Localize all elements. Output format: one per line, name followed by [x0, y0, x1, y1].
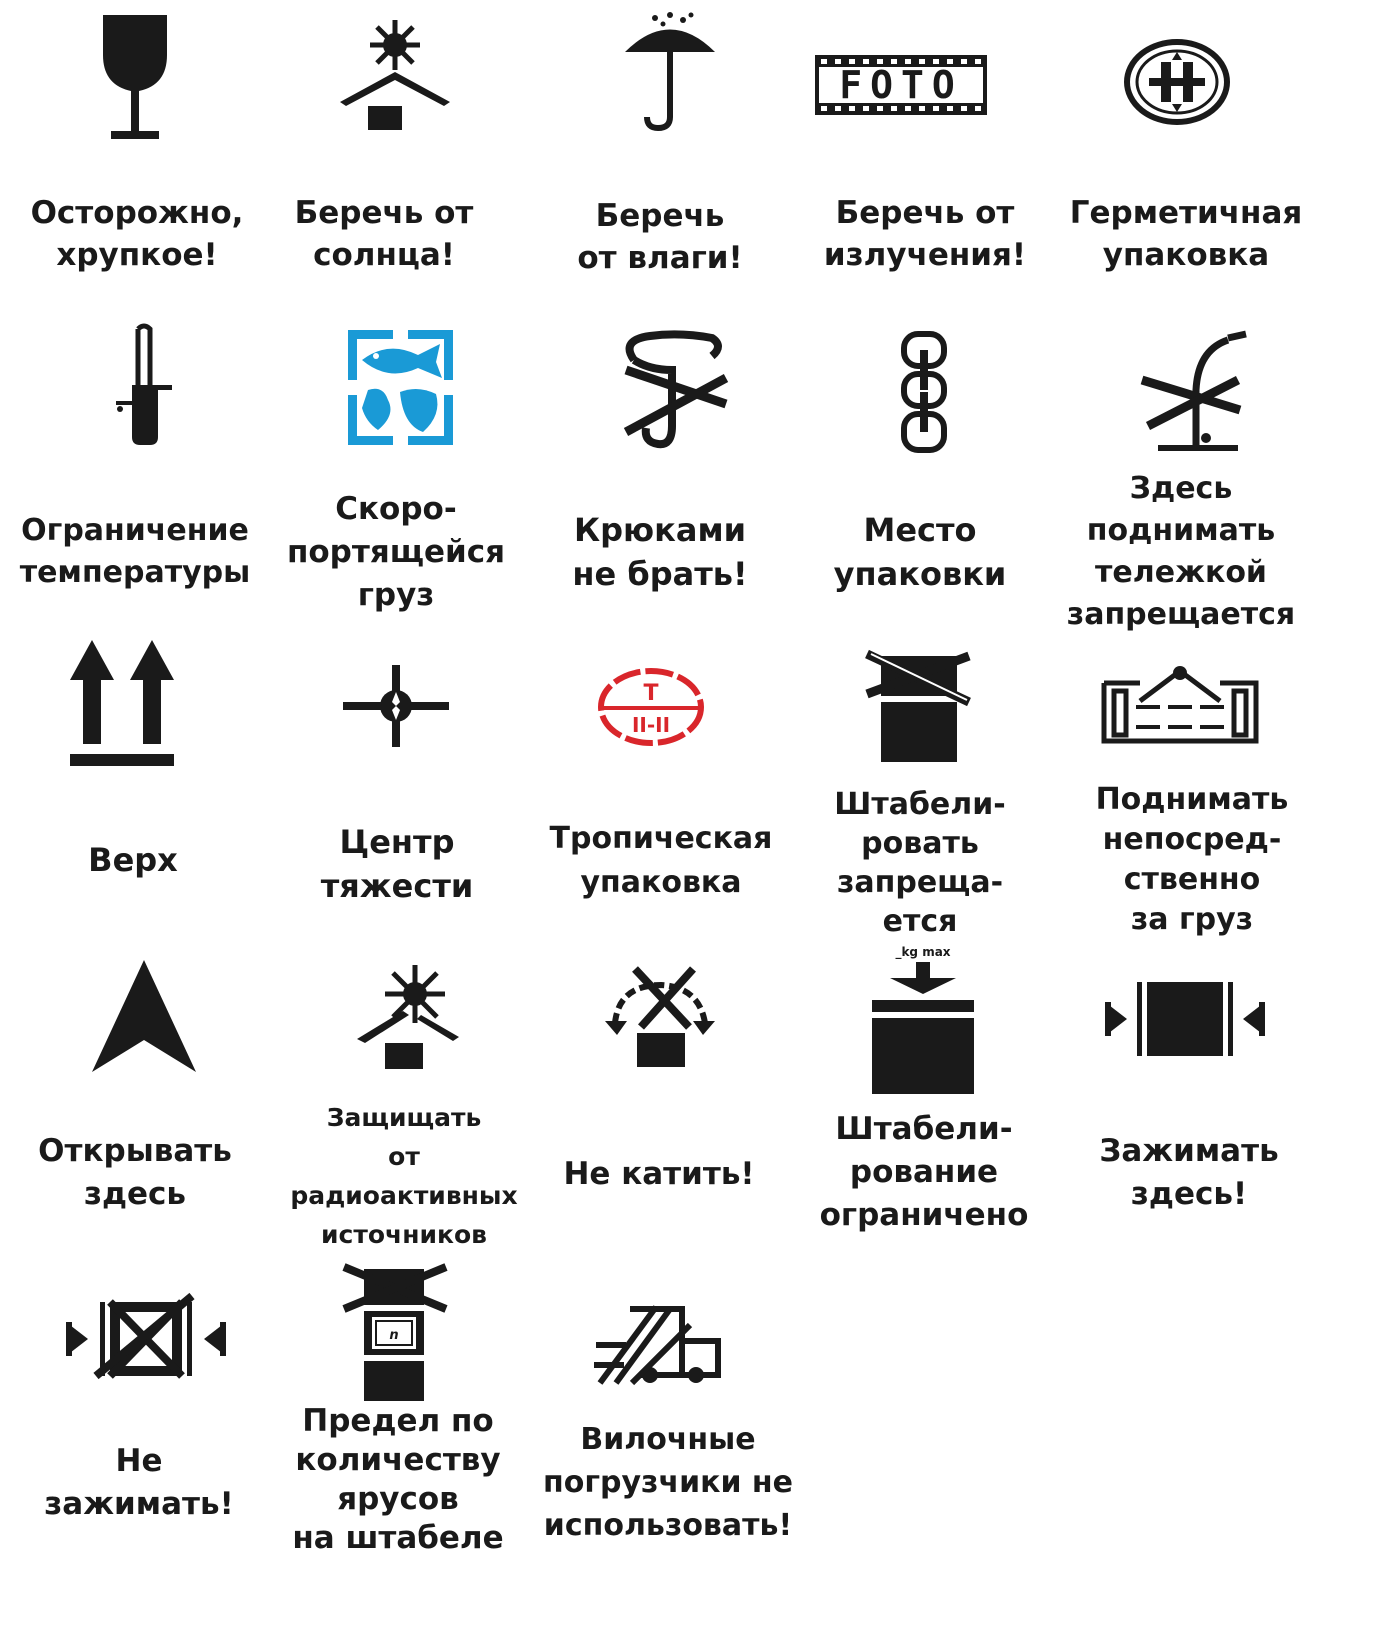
fragile-glass-icon — [95, 15, 175, 140]
label-tier-limit: Предел по количеству ярусов на штабеле — [292, 1403, 504, 1556]
perishable-fish-icon — [348, 330, 453, 445]
radioactive-protect-icon — [355, 965, 465, 1070]
no-hand-truck-icon — [1138, 330, 1248, 455]
tropical-package-icon — [598, 668, 704, 746]
label-center-of-gravity: Центр тяжести — [320, 823, 474, 905]
label-fragile: Осторожно, хрупкое! — [30, 195, 244, 273]
label-keep-from-radiation: Беречь от излучения! — [823, 195, 1027, 273]
label-no-hand-truck: Здесь поднимать тележкой запрещается — [1066, 471, 1296, 632]
svg-text:FOTO: FOTO — [839, 63, 963, 107]
label-hermetic: Герметичная упаковка — [1069, 195, 1303, 273]
stacking-limited-icon — [870, 944, 976, 1094]
label-no-clamp: Не зажимать! — [44, 1443, 234, 1522]
label-clamp-here: Зажимать здесь! — [1099, 1133, 1279, 1212]
label-tropical: Тропическая упаковка — [549, 821, 773, 900]
lift-by-load-icon — [1100, 665, 1260, 745]
label-do-not-roll: Не катить! — [563, 1156, 755, 1192]
label-this-way-up: Верх — [88, 841, 178, 879]
label-no-hooks: Крюками не брать! — [572, 511, 748, 593]
svg-text:II-II: II-II — [631, 713, 671, 737]
hermetic-seal-icon — [1125, 40, 1230, 124]
center-of-gravity-icon — [343, 665, 449, 747]
label-open-here: Открывать здесь — [38, 1133, 232, 1212]
this-way-up-icon — [70, 640, 174, 768]
chain-icon — [898, 330, 950, 452]
svg-text:n: n — [389, 1328, 399, 1343]
tier-limit-icon — [342, 1265, 448, 1401]
open-here-arrow-icon — [92, 960, 196, 1075]
label-perishable: Скоро- портящейся груз — [286, 491, 506, 613]
label-package-place: Место упаковки — [833, 511, 1007, 593]
clamp-here-icon — [1105, 980, 1265, 1058]
label-no-stacking: Штабели- ровать запреща- ется — [834, 787, 1006, 939]
keep-from-sun-icon — [340, 20, 450, 132]
label-radioactive-protect: Защищать от радиоактивных источников — [290, 1103, 518, 1249]
foto-film-icon — [815, 55, 987, 115]
svg-text:_kg max: _kg max — [895, 945, 951, 959]
label-temperature-limit: Ограничение температуры — [19, 513, 251, 590]
thermometer-icon — [112, 325, 174, 447]
label-keep-from-sun: Беречь от солнца! — [294, 195, 474, 273]
label-lift-by-load: Поднимать непосред- ственно за груз — [1095, 782, 1289, 937]
do-not-roll-icon — [605, 965, 715, 1070]
label-stacking-limited: Штабели- рование ограничено — [819, 1111, 1029, 1233]
umbrella-icon — [625, 12, 715, 132]
no-clamp-icon — [66, 1298, 226, 1380]
svg-text:T: T — [643, 681, 659, 706]
label-no-forklift: Вилочные погрузчики не использовать! — [543, 1422, 793, 1543]
label-keep-dry: Беречь от влаги! — [577, 198, 743, 276]
no-forklift-icon — [590, 1305, 725, 1387]
no-stacking-icon — [865, 650, 973, 762]
no-hooks-icon — [620, 330, 730, 452]
